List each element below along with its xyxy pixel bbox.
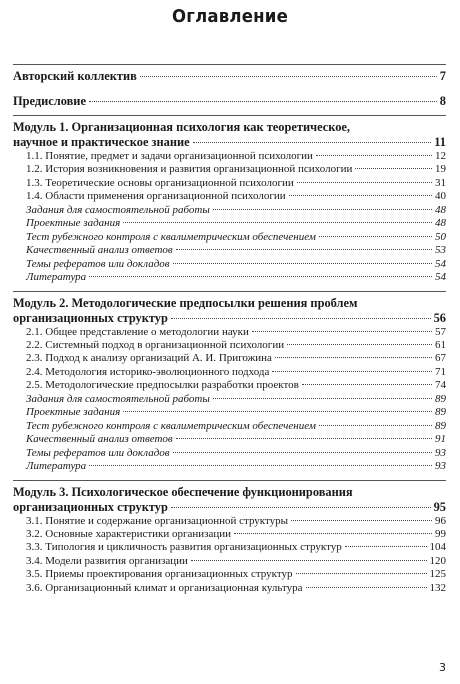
toc-entry[interactable] [13, 568, 446, 581]
toc-entry[interactable] [13, 177, 446, 190]
dot-leader [272, 371, 432, 372]
entry-page: 12 [435, 150, 446, 162]
toc-entry[interactable] [13, 460, 446, 473]
entry-label: 3.4. Модели развития организации [26, 554, 188, 567]
entry-label: Качественный анализ ответов [26, 433, 173, 446]
dot-leader [140, 76, 437, 77]
toc-entry[interactable] [13, 190, 446, 203]
dot-leader [89, 465, 432, 466]
entry-page: 125 [429, 568, 446, 581]
module-title-line1: Модуль 3. Психологическое обеспечение функционирования [13, 484, 353, 499]
entry-label: Темы рефератов или докладов [26, 446, 170, 459]
toc-entry[interactable] [13, 163, 446, 176]
dot-leader [89, 101, 437, 102]
dot-leader [213, 398, 432, 399]
entry-label: 3.5. Приемы проектирования организационных структур [26, 568, 293, 581]
dot-leader [213, 209, 432, 210]
toc-entry[interactable] [13, 447, 446, 460]
module-title-line2: организационных структур [13, 310, 168, 325]
entry-page: 93 [435, 446, 446, 459]
dot-leader [319, 425, 432, 426]
module-title-line2: организационных структур [13, 499, 168, 514]
toc-title: Оглавление [171, 6, 288, 27]
module-title-line1: Модуль 2. Методологические предпосылки решения проблем [13, 295, 358, 310]
entry-page: 91 [435, 433, 446, 446]
toc-entry[interactable] [13, 379, 446, 392]
dot-leader [193, 142, 432, 143]
divider [13, 480, 446, 481]
toc-entry[interactable] [13, 515, 446, 528]
entry-label: 1.3. Теоретические основы организационной психологии [26, 176, 294, 189]
toc-entry[interactable] [13, 326, 446, 339]
entry-page: 89 [435, 406, 446, 419]
dot-leader [123, 222, 432, 223]
entry-page: 89 [435, 419, 446, 432]
entry-page: 48 [435, 203, 446, 216]
toc-entry[interactable] [13, 420, 446, 433]
dot-leader [319, 236, 432, 237]
module-page: 56 [433, 310, 446, 325]
module-heading[interactable] [13, 296, 446, 326]
dot-leader [173, 263, 432, 264]
entry-page: 104 [429, 541, 446, 554]
toc-entry[interactable] [13, 366, 446, 379]
dot-leader [316, 155, 432, 156]
dot-leader [171, 507, 431, 508]
module-title-line1: Модуль 1. Организационная психология как теоретическое, [13, 120, 351, 134]
entry-label: 3.6. Организационный климат и организационная культура [26, 581, 303, 594]
entry-page: 7 [439, 69, 446, 83]
toc-entry[interactable] [13, 271, 446, 284]
dot-leader [302, 384, 432, 385]
divider [13, 115, 446, 116]
entry-label: Проектные задания [26, 217, 121, 230]
dot-leader [355, 168, 432, 169]
entry-label: 2.5. Методологические предпосылки разработки проектов [26, 379, 299, 392]
entry-page: 132 [429, 581, 446, 594]
dot-leader [345, 546, 427, 547]
entry-label: 1.1. Понятие, предмет и задачи организационной психологии [26, 150, 313, 162]
dot-leader [287, 344, 432, 345]
toc-entry[interactable] [13, 339, 446, 352]
entry-page: 96 [435, 514, 446, 527]
entry-label: Предисловие [13, 94, 86, 108]
dot-leader [234, 533, 432, 534]
toc-entry[interactable] [13, 393, 446, 406]
entry-label: 3.1. Понятие и содержание организационной структуры [26, 514, 289, 527]
entry-page: 57 [435, 325, 446, 338]
dot-leader [176, 249, 432, 250]
entry-page: 71 [435, 365, 446, 378]
dot-leader [176, 438, 432, 439]
entry-label: 2.4. Методология историко-эволюционного подхода [26, 365, 270, 378]
module-title-line2: научное и практическое знание [13, 135, 190, 149]
dot-leader [289, 195, 432, 196]
entry-label: Темы рефератов или докладов [26, 257, 170, 270]
entry-page: 74 [435, 379, 446, 392]
dot-leader [89, 276, 432, 277]
toc-entry[interactable] [13, 528, 446, 541]
toc-entry[interactable] [13, 217, 446, 230]
dot-leader [275, 357, 432, 358]
toc-entry[interactable] [13, 244, 446, 257]
module-page: 95 [433, 499, 446, 514]
entry-label: 2.2. Системный подход в организационной психологии [26, 338, 285, 351]
toc-entry[interactable] [13, 231, 446, 244]
entry-label: 1.2. История возникновения и развития организационной психологии [26, 163, 353, 176]
module-heading[interactable] [13, 485, 446, 515]
entry-label: Задания для самостоятельной работы [26, 392, 210, 405]
entry-page: 120 [429, 554, 446, 567]
entry-label: 3.2. Основные характеристики организации [26, 527, 232, 540]
dot-leader [306, 587, 427, 588]
toc-entry[interactable] [13, 406, 446, 419]
toc-entry[interactable] [13, 150, 446, 163]
entry-page: 31 [435, 176, 446, 189]
dot-leader [252, 331, 432, 332]
entry-label: 2.3. Подход к анализу организаций А. И. Пригожина [26, 352, 272, 365]
entry-page: 53 [435, 244, 446, 257]
entry-label: Тест рубежного контроля с квалиметрическим обеспечением [26, 230, 316, 243]
entry-page: 19 [435, 163, 446, 176]
entry-page: 67 [435, 352, 446, 365]
entry-label: Качественный анализ ответов [26, 244, 173, 257]
entry-page: 93 [435, 460, 446, 473]
entry-page: 54 [435, 271, 446, 284]
entry-label: Задания для самостоятельной работы [26, 203, 210, 216]
entry-page: 89 [435, 392, 446, 405]
entry-page: 99 [435, 527, 446, 540]
toc-entry[interactable] [13, 352, 446, 365]
entry-page: 54 [435, 257, 446, 270]
entry-label: Авторский коллектив [13, 69, 137, 83]
entry-label: 1.4. Области применения организационной психологии [26, 190, 286, 203]
dot-leader [191, 560, 427, 561]
dot-leader [291, 520, 432, 521]
page-number: 3 [439, 661, 446, 674]
divider [13, 291, 446, 292]
dot-leader [296, 573, 427, 574]
entry-label: 3.3. Типология и цикличность развития организационных структур [26, 541, 342, 554]
entry-label: 2.1. Общее представление о методологии науки [26, 325, 249, 338]
entry-label: Литература [26, 460, 87, 473]
dot-leader [173, 452, 432, 453]
toc-entry[interactable] [13, 541, 446, 554]
entry-label: Литература [26, 271, 87, 284]
entry-page: 61 [435, 338, 446, 351]
entry-label: Тест рубежного контроля с квалиметрическим обеспечением [26, 419, 316, 432]
toc-entry[interactable] [13, 204, 446, 217]
entry-page: 48 [435, 217, 446, 230]
entry-page: 50 [435, 230, 446, 243]
module-page: 11 [434, 135, 446, 149]
table-of-contents [13, 64, 446, 595]
entry-page: 8 [439, 94, 446, 108]
toc-entry-authors[interactable] [13, 69, 446, 84]
module-heading[interactable] [13, 120, 446, 150]
toc-entry-preface[interactable] [13, 94, 446, 109]
dot-leader [123, 411, 432, 412]
toc-entry[interactable] [13, 433, 446, 446]
toc-entry[interactable] [13, 582, 446, 595]
dot-leader [171, 318, 431, 319]
divider [13, 64, 446, 65]
toc-entry[interactable] [13, 258, 446, 271]
dot-leader [297, 182, 432, 183]
toc-entry[interactable] [13, 555, 446, 568]
entry-label: Проектные задания [26, 406, 121, 419]
entry-page: 40 [435, 190, 446, 203]
